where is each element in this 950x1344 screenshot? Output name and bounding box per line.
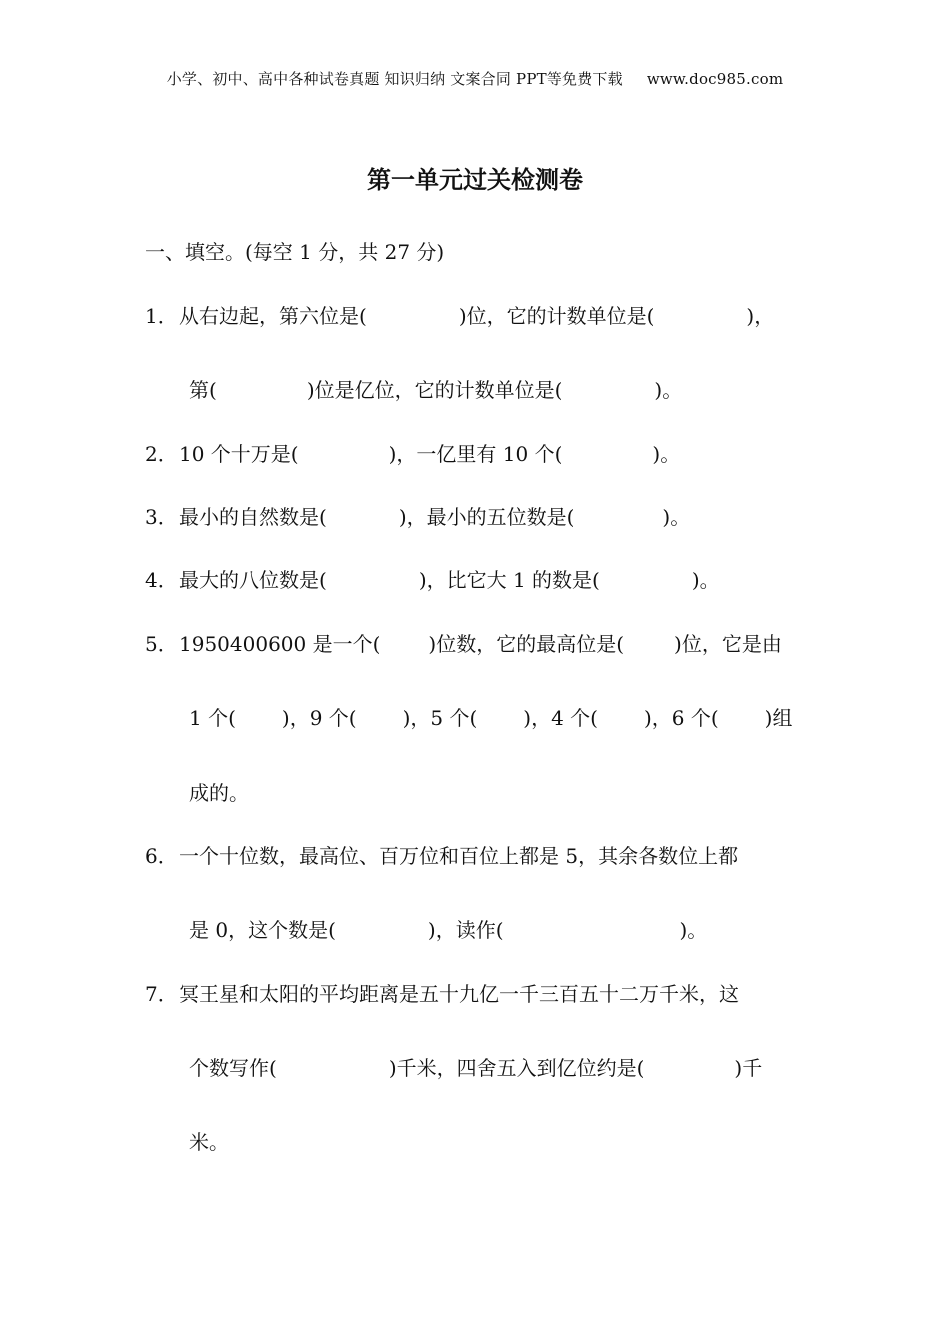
question-text: )，一亿里有 10 个(	[388, 442, 563, 466]
question-1-line-2	[189, 376, 682, 404]
section-heading: 一、填空。(每空 1 分，共 27 分)	[145, 240, 445, 264]
question-text: )，读作(	[427, 918, 504, 942]
question-text: )，最小的五位数是(	[398, 505, 575, 529]
page-title: 第一单元过关检测卷	[367, 166, 583, 194]
question-text: 个数写作(	[189, 1056, 277, 1080]
question-number: 7．	[145, 982, 178, 1006]
header-url: www.doc985.com	[646, 70, 784, 88]
question-6-line-1	[145, 842, 738, 870]
question-number: 6．	[145, 844, 178, 868]
question-text: 1950400600 是一个(	[179, 632, 381, 656]
question-text: )千	[734, 1056, 763, 1080]
question-3	[145, 503, 690, 531]
question-5-line-2	[189, 704, 792, 732]
header-text: 小学、初中、高中各种试卷真题 知识归纳 文案合同 PPT等免费下载	[166, 70, 623, 88]
question-6-line-2	[189, 916, 707, 944]
question-text: 最小的自然数是(	[179, 505, 327, 529]
question-4	[145, 566, 720, 594]
question-number: 2．	[145, 442, 178, 466]
question-7-line-3	[189, 1128, 229, 1156]
question-text: )。	[654, 378, 683, 402]
question-text: )，比它大 1 的数是(	[418, 568, 600, 592]
question-7-line-2	[189, 1054, 762, 1082]
question-number: 1．	[145, 304, 178, 328]
question-text: )。	[691, 568, 720, 592]
question-text: )位是亿位，它的计数单位是(	[306, 378, 563, 402]
question-number: 3．	[145, 505, 178, 529]
question-5-line-3	[189, 779, 249, 807]
question-text: )千米，四舍五入到亿位约是(	[388, 1056, 645, 1080]
question-text: )位数，它的最高位是(	[428, 632, 625, 656]
question-text: )，	[746, 304, 775, 328]
question-text: 从右边起，第六位是(	[179, 304, 367, 328]
question-text: )，4 个(	[523, 706, 598, 730]
question-text: )位，它的计数单位是(	[458, 304, 655, 328]
question-text: 冥王星和太阳的平均距离是五十九亿一千三百五十二万千米，这	[179, 982, 739, 1006]
question-text: )，9 个(	[281, 706, 357, 730]
question-text: )。	[679, 918, 708, 942]
question-text: 1 个(	[189, 706, 236, 730]
question-text: 米。	[189, 1130, 229, 1154]
question-text: 是 0，这个数是(	[189, 918, 336, 942]
question-text: 一个十位数，最高位、百万位和百位上都是 5，其余各数位上都	[179, 844, 739, 868]
question-text: )，6 个(	[643, 706, 719, 730]
question-text: 第(	[189, 378, 217, 402]
question-number: 5．	[145, 632, 178, 656]
question-text: 10 个十万是(	[179, 442, 299, 466]
question-text: 成的。	[189, 781, 249, 805]
question-number: 4．	[145, 568, 178, 592]
question-text: )，5 个(	[402, 706, 478, 730]
question-5-line-1	[145, 630, 782, 658]
question-1-line-1	[145, 302, 774, 330]
question-text: )。	[662, 505, 691, 529]
page-header	[0, 68, 950, 89]
question-2	[145, 440, 680, 468]
question-text: 最大的八位数是(	[179, 568, 327, 592]
question-7-line-1	[145, 980, 739, 1008]
question-text: )。	[652, 442, 681, 466]
question-text: )组	[764, 706, 793, 730]
question-text: )位，它是由	[674, 632, 782, 656]
